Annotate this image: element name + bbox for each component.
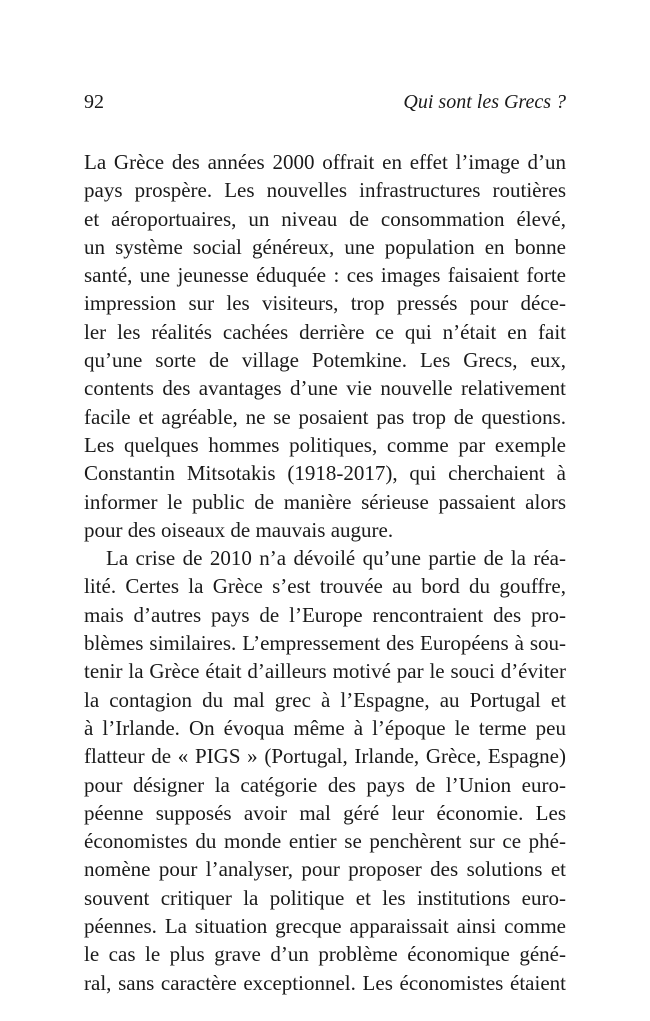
text-line: impression sur les visiteurs, trop pressés pour déce- <box>84 291 566 316</box>
text-line: qu’une sorte de village Potemkine. Les Grecs, eux, <box>84 348 566 373</box>
text-line: mais d’autres pays de l’Europe rencontraient des pro- <box>84 602 566 627</box>
paragraph-2 <box>84 544 566 997</box>
running-title: Qui sont les Grecs ? <box>403 91 566 113</box>
text-line: facile et agréable, ne se posaient pas trop de questions. <box>84 404 566 429</box>
body-text <box>84 148 566 997</box>
text-line: péennes. La situation grecque apparaissait ainsi comme <box>84 914 566 939</box>
text-line: pour des oiseaux de mauvais augure. <box>84 517 394 542</box>
text-line: pour désigner la catégorie des pays de l’Union euro- <box>84 772 566 797</box>
page-number: 92 <box>84 91 104 113</box>
text-line: Les quelques hommes politiques, comme par exemple <box>84 432 566 457</box>
text-line: pays prospère. Les nouvelles infrastructures routières <box>84 178 566 203</box>
text-line: souvent critiquer la politique et les institutions euro- <box>84 885 566 910</box>
text-line: économistes du monde entier se penchèrent sur ce phé- <box>84 829 566 854</box>
paragraph-1 <box>84 148 566 544</box>
text-line: nomène pour l’analyser, pour proposer des solutions et <box>84 857 566 882</box>
text-line: informer le public de manière sérieuse passaient alors <box>84 489 566 514</box>
text-line: la contagion du mal grec à l’Espagne, au Portugal et <box>84 687 566 712</box>
text-line: et aéroportuaires, un niveau de consommation élevé, <box>84 206 566 231</box>
text-line: à l’Irlande. On évoqua même à l’époque le terme peu <box>84 715 566 740</box>
text-line: blèmes similaires. L’empressement des Européens à sou- <box>84 631 566 656</box>
text-line: contents des avantages d’une vie nouvelle relativement <box>84 376 566 401</box>
text-line: péenne supposés avoir mal géré leur économie. Les <box>84 800 566 825</box>
text-line: ral, sans caractère exceptionnel. Les économistes étaient <box>84 970 566 995</box>
text-line: flatteur de « PIGS » (Portugal, Irlande, Grèce, Espagne) <box>84 744 566 769</box>
text-line: lité. Certes la Grèce s’est trouvée au bord du gouffre, <box>84 574 566 599</box>
text-line: santé, une jeunesse éduquée : ces images faisaient forte <box>84 263 566 288</box>
text-line: un système social généreux, une population en bonne <box>84 234 566 259</box>
text-line: tenir la Grèce était d’ailleurs motivé par le souci d’éviter <box>84 659 566 684</box>
text-line: ler les réalités cachées derrière ce qui n’était en fait <box>84 319 566 344</box>
text-line: Constantin Mitsotakis (1918-2017), qui cherchaient à <box>84 461 566 486</box>
text-line: le cas le plus grave d’un problème économique géné- <box>84 942 566 967</box>
text-line: La crise de 2010 n’a dévoilé qu’une partie de la réa- <box>106 546 566 571</box>
running-head <box>84 88 566 116</box>
text-line: La Grèce des années 2000 offrait en effet l’image d’un <box>84 150 566 174</box>
